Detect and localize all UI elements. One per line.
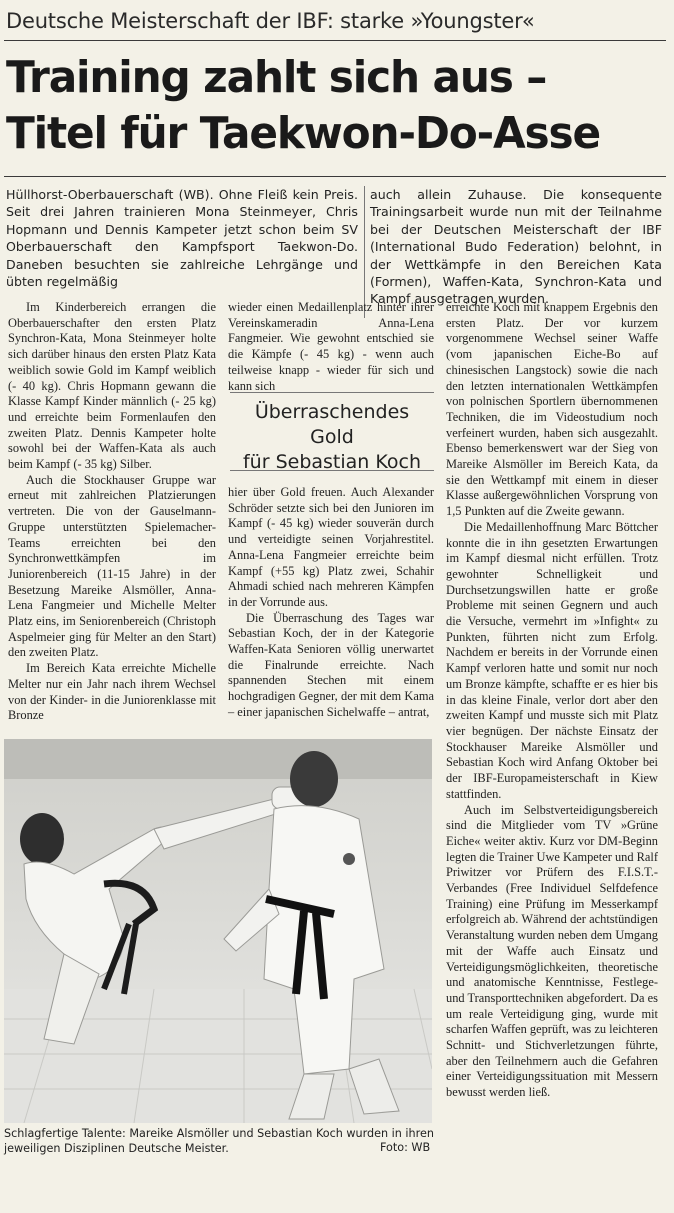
headline-line-1: Training zahlt sich aus – xyxy=(6,52,547,103)
subhead-rule-top xyxy=(230,392,434,393)
lead-paragraph-right: auch allein Zuhause. Die konsequente Trainingsarbeit wurde nun mit der Teilnahme bei der Deutschen Meisterschaft der IBF (International Budo Federation) belohnt, in der Wettkämpfe in den Bereichen Kata (Formen), Waffen-Kata, Synchron-Kata und Kampf ausgetragen wurden. xyxy=(370,187,662,307)
paragraph: Im Bereich Kata erreichte Michelle Melter nur ein Jahr nach ihrem Wechsel von der Kinder- in die Juniorenklasse mit Bronze xyxy=(8,661,216,723)
lead-paragraph-left: Hüllhorst-Oberbauerschaft (WB). Ohne Fleiß kein Preis. Seit drei Jahren trainieren Mona Steinmeyer, Chris Hopmann und Dennis Kampeter jetzt schon beim SV Oberbauerschaft den Kampfsport Taekwon-Do. Daneben besuchten sie zahlreiche Lehrgänge und übten regelmäßig xyxy=(6,187,358,290)
article-column-1 xyxy=(8,300,216,724)
photo-credit: Foto: WB xyxy=(380,1141,431,1154)
article-column-3 xyxy=(446,300,658,1101)
lead-divider xyxy=(364,186,365,318)
subhead-line-1: Überraschendes Gold xyxy=(254,401,410,448)
headline-line-2: Titel für Taekwon-Do-Asse xyxy=(6,108,600,159)
paragraph: wieder einen Medaillenplatz hinter ihrer Vereinskameradin Anna-Lena Fangmeier. Wie gewohnt entschied sie die Kämpfe (- 45 kg) - wenn auch teilweise knapp - wieder für sich und kann sich xyxy=(228,300,434,393)
article-column-2-bottom xyxy=(228,485,434,721)
headline xyxy=(6,50,640,162)
paragraph: Die Überraschung des Tages war Sebastian Koch, der in der Kategorie Waffen-Kata Senioren völlig unerwartet die Finalrunde erreichte. Nach spannenden Stechen mit einem hochgradigen Gegner, der mit dem Kama – einer japanischen Sichelwaffe – antrat, xyxy=(228,610,434,719)
article-column-2-top xyxy=(228,300,434,394)
paragraph: Die Medaillenhoffnung Marc Böttcher konnte die in ihn gesetzten Erwartungen im Kampf diesmal nicht erfüllen. Trotz gewohnter Schnelligkeit und Durchsetzungswillen hatte er große Probleme mit seinen Gegnern und auch die Versuche, vermehrt im »Infight« zu Punkten, führten nicht zum Erfolg. Nachdem er bereits in der Vorrunde einen Kampf verloren hatte und somit nur noch um Bronze kämpfte, schaffte er es hier bis in das kleine Finale, verlor dort aber den zweiten Kampf und musste sich mit Platz vier begnügen. Der nächste Einsatz der Stockhauser Mareike Alsmöller und Sebastian Koch wird Anfang Oktober bei der IBF-Europameisterschaft in Kiew stattfinden. xyxy=(446,519,658,801)
paragraph: erreichte Koch mit knappem Ergebnis den ersten Platz. Der vor kurzem vorgenommene Wechsel seiner Waffe (vom japanischen Eiche-Bo auf chinesischen Langstock) sowie die nach den letzten internationalen Wettkämpfen von polnischen Sportlern übernommenen Techniken, die im Videostudium noch verfeinert wurden, haben sich ausgezahlt. Ebenso bemerkenswert war der Sieg von Mareike Alsmöller im Bereich Kata, da sie den Wettkampf mit einem in dieser Klasse außergewöhnlichen Vorsprung von 1,5 Punkten auf die Zweite gewann. xyxy=(446,300,658,519)
paragraph: Auch im Selbstverteidigungsbereich sind die Mitglieder vom TV »Grüne Eiche« weiter aktiv. Kurz vor DM-Beginn legten die Trainer Uwe Kampeter und Ralf Priwitzer vor Prüfern des F.I.S.T.-Verbandes (Free Individuel Selfdefence Training) eine Prüfung im Messerkampf erfolgreich ab. Während der achtstündigen Veranstaltung wurden neben dem Umgang mit der Waffe auch Einsatz und Verteidigungsmöglichkeiten, theoretische und anatomische Kenntnisse, Festlege- und Transporttechniken abgefordert. Da es um reale Verteidigung ging, wurde mit scharfen Waffen geprüft, was zu leichteren Schnitt- und Stichverletzungen führte, aber den Teilnehmern auch die Gefahren einer Verteidigungssituation mit Messern bewusst werden ließ. xyxy=(446,802,658,1100)
photo-caption: Schlagfertige Talente: Mareike Alsmöller und Sebastian Koch wurden in ihren jeweiligen Disziplinen Deutsche Meister. xyxy=(4,1127,434,1155)
subhead xyxy=(230,400,434,475)
top-rule xyxy=(4,40,666,41)
paragraph: Auch die Stockhauser Gruppe war erneut mit zahlreichen Platzierungen vertreten. Die von der Gauselmann-Gruppe unterstützten Spielemacher-Teams erreichten bei den Synchronwettkämpfen im Juniorenbereich (11-15 Jahre) in der Besetzung Mareike Alsmöller, Anna-Lena Fangmeier und Michelle Melter Platz eins, im Seniorenbereich (Christoph Aspelmeier ging für Melter an den Start) den zweiten Platz. xyxy=(8,472,216,660)
kicker-line: Deutsche Meisterschaft der IBF: starke »Youngster« xyxy=(6,9,535,33)
paragraph: Im Kinderbereich errangen die Oberbauerschafter den ersten Platz Synchron-Kata, Mona Steinmeyer holte sich darüber hinaus den ersten Platz Kata weiblich sowie Gold im Kampf weiblich (- 40 kg). Chris Hopmann gewann die Klasse Kampf Kinder männlich (- 25 kg) und erreichte beim Formenlaufen den zweiten Platz. Dennis Kampeter holte sowohl bei der Waffen-Kata als auch beim Kampf (- 35 kg) Silber. xyxy=(8,300,216,472)
paragraph: hier über Gold freuen. Auch Alexander Schröder setzte sich bei den Junioren im Kampf (- 45 kg) wieder souverän durch und verteidigte seinen Vorjahrestitel. Anna-Lena Fangmeier erreichte beim Kampf (+55 kg) Platz zwei, Schahir Ahmadi schied nach mehreren Kämpfen in der Vorrunde aus. xyxy=(228,485,434,609)
headline-rule xyxy=(4,176,666,177)
taekwondo-photo-illustration xyxy=(4,739,432,1123)
subhead-line-2: für Sebastian Koch xyxy=(242,451,421,473)
article-photo xyxy=(4,739,432,1123)
subhead-rule-bottom xyxy=(230,470,434,471)
